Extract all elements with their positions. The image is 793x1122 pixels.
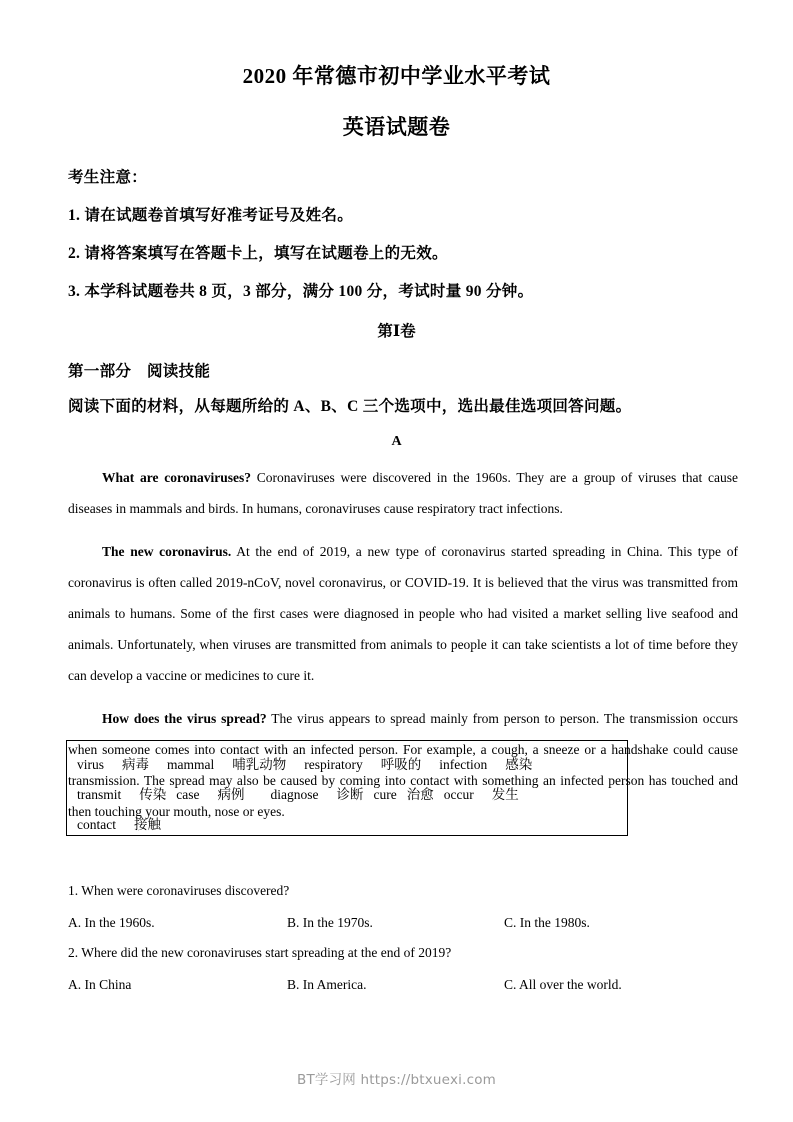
vocab-gloss-respiratory: 呼吸的 [380, 757, 422, 772]
vocab-gloss-occur: 发生 [491, 787, 519, 802]
notice-item-3: 3. 本学科试题卷共 8 页，3 部分，满分 100 分，考试时量 90 分钟。 [68, 283, 534, 300]
vocabulary-row-1 [77, 750, 627, 780]
paragraph-2-body: At the end of 2019, a new type of coronavirus started spreading in China. This type of coronavirus is often called 2019-nCoV, novel coronavirus, or COVID-19. It is believed that the virus was transmitted from animals to humans. Some of the first cases were diagnosed in people who had visited a market selling live seafood and animals. Unfortunately, when viruses are transmitted from animals to people it can take scientists a lot of time before they can develop a vaccine or medicines to cure it. [68, 544, 738, 683]
candidate-notices [68, 165, 733, 301]
question-2-option-a[interactable]: A. In China [68, 977, 132, 992]
question-2 [68, 942, 758, 996]
question-1 [68, 880, 758, 934]
exam-title-line-2: 英语试题卷 [342, 115, 451, 139]
notice-item-1: 1. 请在试题卷首填写好准考证号及姓名。 [68, 207, 354, 224]
paper-section-label: 第Ⅰ卷 [377, 323, 416, 340]
notice-heading: 考生注意： [68, 169, 148, 186]
question-2-option-c[interactable]: C. All over the world. [504, 977, 622, 992]
part-one-heading: 第一部分 阅读技能 [68, 363, 211, 380]
question-2-options [68, 974, 758, 996]
vocabulary-row-3 [77, 810, 627, 840]
vocab-term-infection: infection [439, 757, 488, 772]
site-watermark: BT学习网 https://btxuexi.com [296, 1072, 497, 1088]
vocab-term-contact: contact [77, 817, 116, 832]
passage-label-a: A [391, 434, 402, 449]
notice-item-2: 2. 请将答案填写在答题卡上，填写在试题卷上的无效。 [68, 245, 448, 262]
vocabulary-glossary-box [66, 740, 628, 836]
vocab-term-occur: occur [443, 787, 474, 802]
vocab-gloss-mammal: 哺乳动物 [232, 757, 287, 772]
question-1-option-c[interactable]: C. In the 1980s. [504, 915, 590, 930]
paragraph-3-lead: How does the virus spread? [102, 711, 267, 726]
question-1-option-a[interactable]: A. In the 1960s. [68, 915, 155, 930]
question-1-options [68, 912, 758, 934]
vocab-gloss-cure: 治愈 [406, 787, 434, 802]
vocab-term-transmit: transmit [77, 787, 122, 802]
vocab-gloss-diagnose: 诊断 [336, 787, 364, 802]
passage-paragraph-2 [68, 536, 738, 691]
vocab-term-mammal: mammal [167, 757, 215, 772]
question-2-stem: 2. Where did the new coronaviruses start spreading at the end of 2019? [68, 945, 452, 960]
vocab-gloss-infection: 感染 [505, 757, 533, 772]
vocab-term-virus: virus [77, 757, 104, 772]
question-1-option-b[interactable]: B. In the 1970s. [287, 915, 373, 930]
vocab-gloss-contact: 接触 [133, 817, 161, 832]
vocab-term-respiratory: respiratory [304, 757, 363, 772]
paragraph-2-lead: The new coronavirus. [102, 544, 232, 559]
part-one-instruction: 阅读下面的材料，从每题所给的 A、B、C 三个选项中，选出最佳选项回答问题。 [68, 398, 632, 415]
passage-paragraph-1 [68, 462, 738, 524]
paragraph-3-body: The virus appears to spread mainly from person to person. The transmission occurs when someone comes into contact with an infected person. For example, a cough, a sneeze or a handshake could cause transmission. The spread may also be caused by coming into contact with something an infected person has touched and then touching your mouth, nose or eyes. [68, 711, 738, 819]
vocab-gloss-transmit: 传染 [139, 787, 167, 802]
question-2-option-b[interactable]: B. In America. [287, 977, 367, 992]
vocab-gloss-virus: 病毒 [122, 757, 149, 772]
vocab-gloss-case: 病例 [217, 787, 245, 802]
vocabulary-row-2 [77, 780, 627, 810]
exam-title-line-1: 2020 年常德市初中学业水平考试 [242, 64, 551, 88]
question-1-stem: 1. When were coronaviruses discovered? [68, 883, 290, 898]
paragraph-1-body: Coronaviruses were discovered in the 1960s. They are a group of viruses that cause diseases in mammals and birds. In humans, coronaviruses cause respiratory tract infections. [68, 470, 738, 516]
vocab-term-cure: cure [373, 787, 397, 802]
vocab-term-case: case [176, 787, 200, 802]
vocab-term-diagnose: diagnose [270, 787, 319, 802]
paragraph-1-lead: What are coronaviruses? [102, 470, 251, 485]
